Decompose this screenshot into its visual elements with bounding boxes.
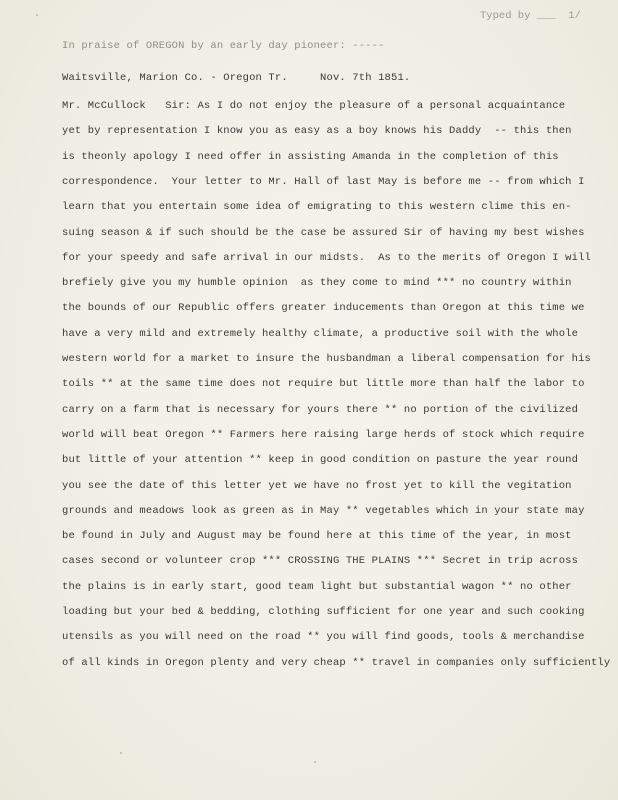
- letter-line: carry on a farm that is necessary for yours there ** no portion of the civilized: [62, 403, 579, 416]
- paper-speck: [120, 752, 122, 754]
- letter-line: grounds and meadows look as green as in May ** vegetables which in your state may: [62, 504, 585, 517]
- letter-line: the bounds of our Republic offers greater inducements than Oregon at this time we: [62, 302, 585, 315]
- letter-line: you see the date of this letter yet we have no frost yet to kill the vegitation: [62, 479, 572, 492]
- letter-line: brefiely give you my humble opinion as they come to mind *** no country within: [62, 277, 572, 290]
- letter-line: suing season & if such should be the case be assured Sir of having my best wishes: [62, 226, 585, 239]
- paper-speck: [36, 14, 38, 16]
- letter-line: but little of your attention ** keep in good condition on pasture the year round: [62, 454, 579, 467]
- paper-speck: [314, 761, 316, 763]
- letter-line: have a very mild and extremely healthy climate, a productive soil with the whole: [62, 327, 579, 340]
- letter-line: of all kinds in Oregon plenty and very cheap ** travel in companies only sufficiently: [62, 656, 611, 669]
- letter-line: cases second or volunteer crop *** CROSSING THE PLAINS *** Secret in trip across: [62, 555, 579, 568]
- letter-line: world will beat Oregon ** Farmers here raising large herds of stock which require: [62, 428, 585, 441]
- letter-line: correspondence. Your letter to Mr. Hall of last May is before me -- from which I: [62, 175, 585, 188]
- letter-line: utensils as you will need on the road ** you will find goods, tools & merchandise: [62, 631, 585, 644]
- letter-line: for your speedy and safe arrival in our midsts. As to the merits of Oregon I will: [62, 251, 591, 264]
- letter-line: yet by representation I know you as easy as a boy knows his Daddy -- this then: [62, 125, 572, 138]
- dateline: Waitsville, Marion Co. - Oregon Tr. Nov. 7th 1851.: [62, 72, 411, 84]
- letter-line: the plains is in early start, good team light but substantial wagon ** no other: [62, 580, 572, 593]
- letter-line: is theonly apology I need offer in assisting Amanda in the completion of this: [62, 150, 559, 163]
- document-heading: In praise of OREGON by an early day pioneer: -----: [62, 40, 385, 52]
- letter-line: toils ** at the same time does not require but little more than half the labor to: [62, 378, 585, 391]
- page-number: Typed by ___ 1/: [480, 10, 581, 22]
- letter-line: learn that you entertain some idea of emigrating to this western clime this en-: [62, 201, 572, 214]
- letter-line: western world for a market to insure the husbandman a liberal compensation for his: [62, 353, 591, 365]
- letter-line: Mr. McCullock Sir: As I do not enjoy the pleasure of a personal acquaintance: [62, 100, 566, 112]
- letter-line: be found in July and August may be found here at this time of the year, in most: [62, 530, 572, 543]
- letter-line: loading but your bed & bedding, clothing sufficient for one year and such cooking: [62, 606, 585, 618]
